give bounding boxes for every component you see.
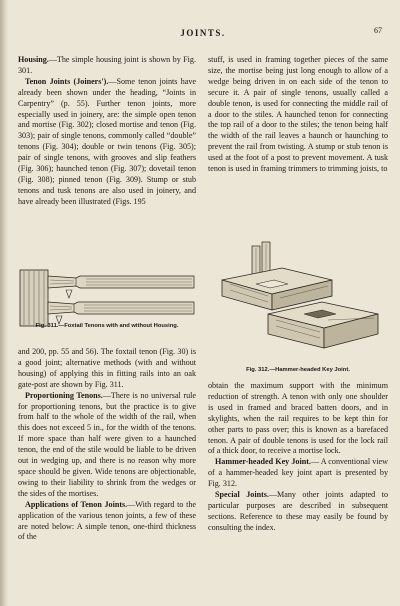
page-binding-edge xyxy=(0,0,8,606)
text-proportioning: —There is no universal rule for proportioning tenons, but the practice is to give from half to the whole of the width of the rail, when this does not exceed 5 in., for the width of the tenons. If more space than half were given to a haunched tenon, the end of the stile would be liable to be driven out in wedging up, and there is no reason why more space should be given. Wide tenons are objectionable, owing to their liability to shrink from the wedges or the sides of the mortises. xyxy=(18,390,196,498)
figure-311-foxtail-tenons xyxy=(16,268,198,330)
paragraph-continued: stuff, is used in framing together pieces of the same size, the mortise being just long enough to allow of a wedge being driven in on each side of the tenon to secure it. A pair of single tenons, usually called a double tenon, is used for connecting the middle rail of a door to the stiles. A haunched tenon for connecting the top rail of a door to the stiles; the tenon being half the width of the rail leaves a haunch or haunching to prevent the rail from twisting. A stump or stub tenon is used at the foot of a post to prevent movement. A tusk tenon is used in framing trimmers to trimming joists, to xyxy=(208,55,388,174)
text-applications: —With regard to the application of the various tenon joints, a few of these are noted below: A simple tenon, one-third thickness of the xyxy=(18,499,196,542)
paragraph-proportioning xyxy=(18,391,196,500)
paragraph-housing xyxy=(18,55,196,77)
text-special-joints: —Many other joints adapted to particular purposes are described in subsequent sections. Reference to these may easily be found by consulting the index. xyxy=(208,490,388,532)
running-title: JOINTS. xyxy=(180,28,226,38)
text-hammer-headed: — A conventional view of a hammer-headed key joint apart is presented by Fig. 312. xyxy=(208,457,388,489)
page-number: 67 xyxy=(374,26,382,35)
figure-312-caption: Fig. 312.—Hammer-headed Key Joint. xyxy=(246,367,350,373)
text-tenon-joints: —Some tenon joints have already been shown under the heading, “Joints in Carpentry” (p. 55). Further tenon joints, more especially used in joinery, are: the simple open tenon and mortise (Fig. 302); closed mortise and tenon (Fig. 303); pair of single tenons, commonly called “double” tenons (Fig. 304); double or twin tenons (Fig. 305); pair of single tenons, with grooves and slip feathers (Fig. 306); haunched tenon (Fig. 307); dovetail tenon (Fig. 308); pinned tenon (Fig. 309). Stump or stub tenons and tusk tenons are also used in joinery, and have already been illustrated (Figs. 195 xyxy=(18,76,196,206)
paragraph-hammer-headed xyxy=(208,457,388,490)
heading-housing: Housing. xyxy=(18,55,49,64)
left-column-bottom xyxy=(18,347,196,597)
paragraph-barefaced: obtain the maximum support with the minimum reduction of strength. A tenon with only one shoulder is used in framed and braced batten doors, and in skylights, when the rail requires to be kept thin for other parts to pass over; this is known as a barefaced tenon. A pair of double tenons is used for the lock rail of a thick door, to receive a mortise lock. xyxy=(208,381,388,456)
heading-tenon-joints: Tenon Joints (Joiners'). xyxy=(25,76,109,86)
text-housing: —The simple housing joint is shown by Fig. 301. xyxy=(18,55,196,75)
paragraph-applications xyxy=(18,500,196,544)
right-column-top xyxy=(208,55,388,239)
heading-special-joints: Special Joints. xyxy=(215,490,269,500)
running-header xyxy=(18,22,388,36)
figure-312-hammer-headed-key-joint xyxy=(212,240,384,362)
paragraph-tenon-joints xyxy=(18,77,196,208)
left-column-top xyxy=(18,55,196,269)
figure-311-caption: Fig. 311.—Foxtail Tenons with and without Housing. xyxy=(35,323,179,329)
heading-applications: Applications of Tenon Joints. xyxy=(25,499,128,509)
heading-proportioning: Proportioning Tenons. xyxy=(25,390,103,400)
paragraph-special-joints xyxy=(208,490,388,534)
paragraph-foxtail: and 200, pp. 55 and 56). The foxtail tenon (Fig. 30) is a good joint; alternative methods (with and without housing) of applying this in fitting rails into an oak gate-post are shown by Fig. 311. xyxy=(18,347,196,389)
heading-hammer-headed: Hammer-headed Key Joint. xyxy=(215,457,311,467)
right-column-bottom xyxy=(208,381,388,556)
